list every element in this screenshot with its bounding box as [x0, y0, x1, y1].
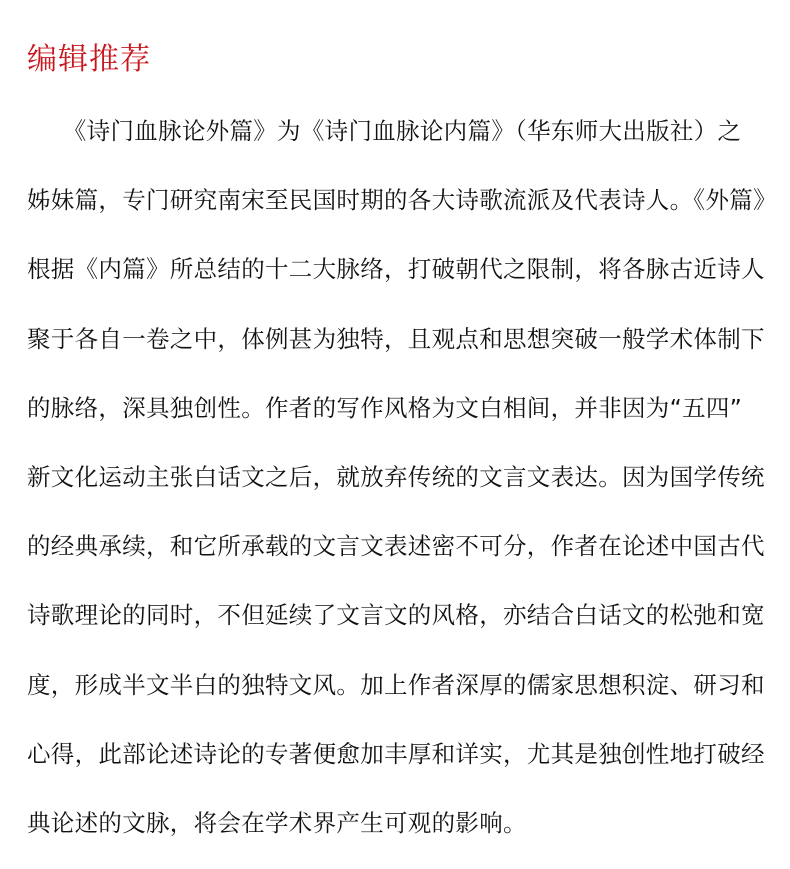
- paragraph-line: 《诗门血脉论外篇》为《诗门血脉论内篇》（华东师大出版社）之: [27, 117, 742, 145]
- paragraph-line: 新文化运动主张白话文之后，就放弃传统的文言文表达。因为国学传统: [27, 462, 765, 491]
- paragraph-line: 的经典承续，和它所承载的文言文表述密不可分，作者在论述中国古代: [27, 532, 765, 561]
- paragraph-line: 典论述的文脉，将会在学术界产生可观的影响。: [27, 808, 527, 837]
- paragraph-line: 的脉络，深具独创性。作者的写作风格为文白相间，并非因为“五四”: [27, 393, 743, 422]
- paragraph-line: 度，形成半文半白的独特文风。加上作者深厚的儒家思想积淀、研习和: [27, 670, 765, 699]
- paragraph-line: 姊妹篇，专门研究南宋至民国时期的各大诗歌流派及代表诗人。《外篇》: [27, 186, 777, 215]
- section-heading: 编辑推荐: [27, 42, 151, 77]
- paragraph-line: 根据《内篇》所总结的十二大脉络，打破朝代之限制，将各脉古近诗人: [27, 255, 765, 284]
- recommendation-paragraph: [27, 108, 777, 869]
- paragraph-line: 诗歌理论的同时，不但延续了文言文的风格，亦结合白话文的松弛和宽: [27, 601, 765, 630]
- paragraph-line: 聚于各自一卷之中，体例甚为独特，且观点和思想突破一般学术体制下: [27, 324, 765, 353]
- paragraph-line: 心得，此部论述诗论的专著便愈加丰厚和详实，尤其是独创性地打破经: [27, 739, 765, 768]
